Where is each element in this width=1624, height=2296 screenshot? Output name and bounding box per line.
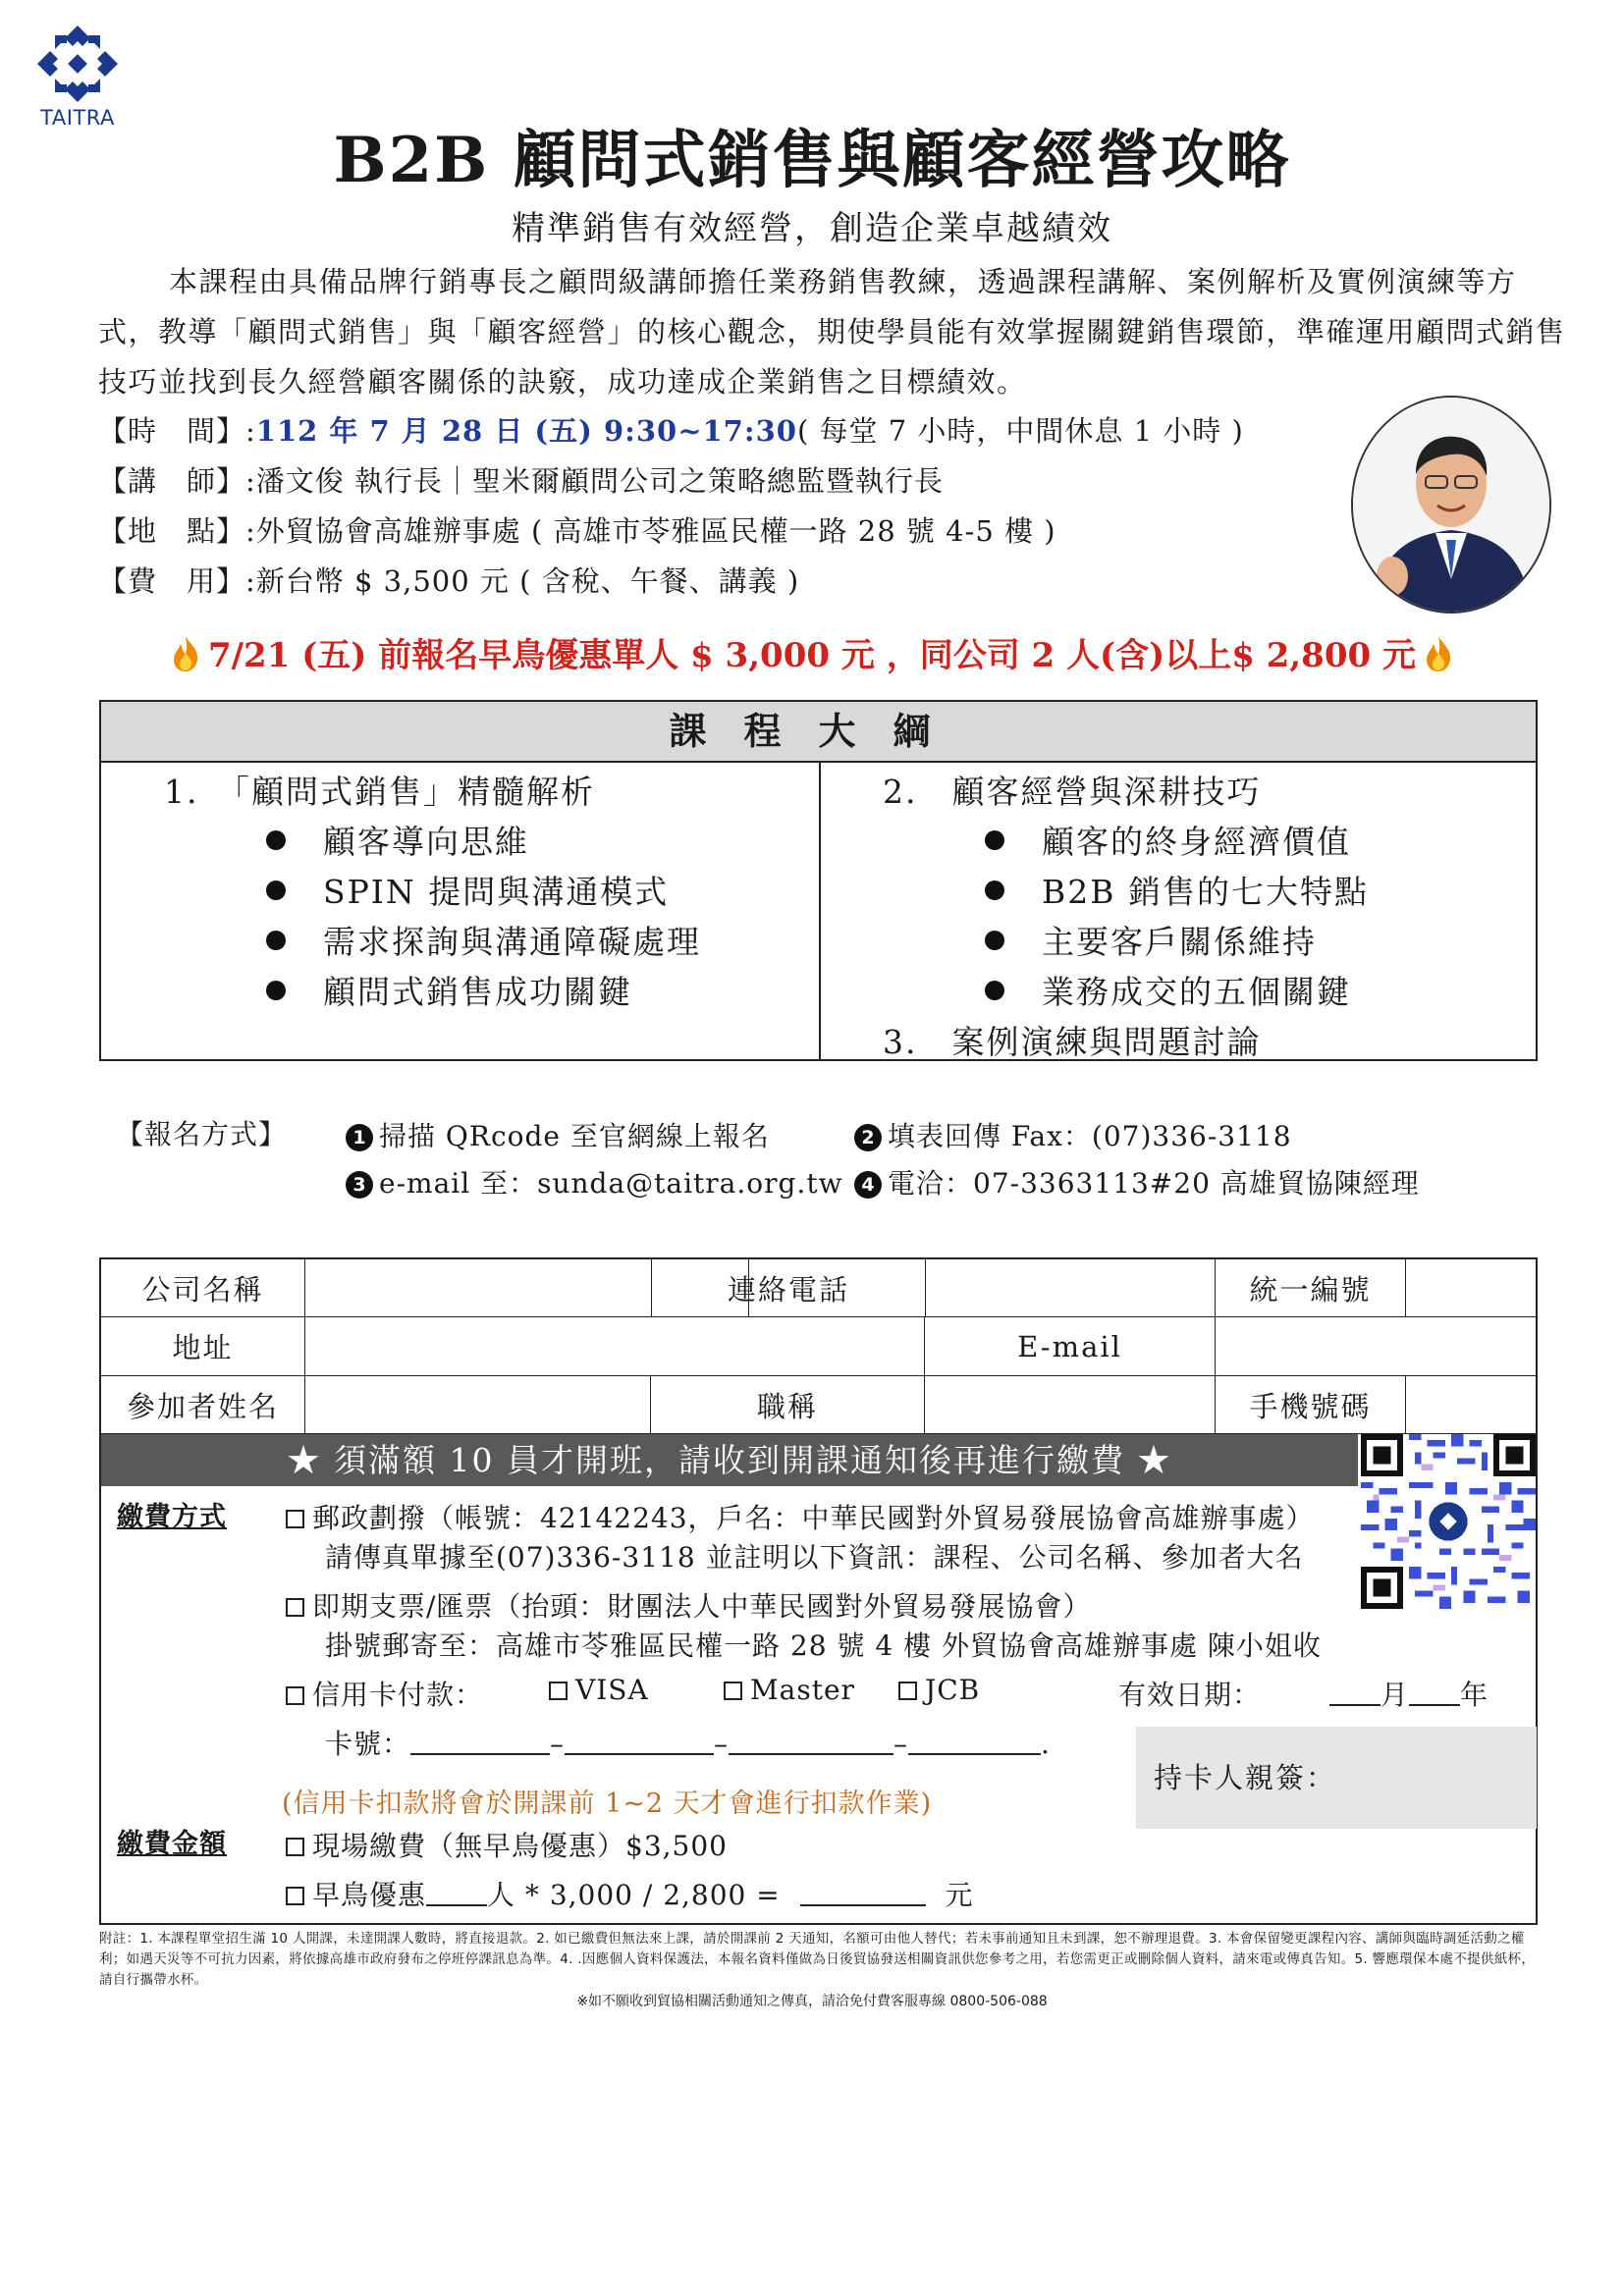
card-jcb[interactable]: JCB bbox=[898, 1674, 980, 1706]
bullet-icon bbox=[266, 830, 286, 850]
fee-value: 新台幣 $ 3,500 元 ( 含稅、午餐、講義 ) bbox=[255, 564, 800, 598]
info-fee bbox=[98, 560, 799, 600]
qrcode-icon bbox=[1361, 1434, 1536, 1609]
card-number-field-4[interactable] bbox=[908, 1732, 1041, 1755]
email-field[interactable] bbox=[1216, 1317, 1536, 1376]
info-time bbox=[98, 409, 1244, 450]
tax-id-label: 統一編號 bbox=[1216, 1259, 1406, 1317]
postal-checkbox[interactable] bbox=[286, 1510, 304, 1528]
hotline-note: ※如不願收到貿協相關活動通知之傳真，請洽免付費客服專線 0800-506-088 bbox=[576, 1994, 1048, 2009]
fee-label: 【費 用】: bbox=[98, 564, 256, 598]
card-number-field-1[interactable] bbox=[410, 1732, 550, 1755]
time-label: 【時 間】: bbox=[98, 414, 256, 448]
cardholder-signature-field[interactable]: 持卡人親簽： bbox=[1136, 1727, 1537, 1829]
early-bird-banner bbox=[0, 628, 1624, 676]
outline-item: 顧客的終身經濟價值 bbox=[985, 817, 1351, 863]
early-count-field[interactable] bbox=[426, 1883, 487, 1906]
pay-credit[interactable]: 信用卡付款： bbox=[286, 1674, 483, 1713]
registration-email: 3 e-mail 至：sunda@taitra.org.tw bbox=[346, 1162, 843, 1201]
card-visa[interactable]: VISA bbox=[549, 1674, 649, 1706]
place-label: 【地 點】: bbox=[98, 514, 256, 548]
outline-col2-heading: 2. 顧客經營與深耕技巧 bbox=[883, 773, 1262, 811]
master-checkbox[interactable] bbox=[724, 1682, 742, 1700]
check-checkbox[interactable] bbox=[286, 1598, 304, 1617]
card-number-field-2[interactable] bbox=[565, 1732, 714, 1755]
address-label: 地址 bbox=[101, 1317, 305, 1376]
outline-item: 業務成交的五個關鍵 bbox=[985, 967, 1351, 1013]
expiry-year-field[interactable] bbox=[1409, 1682, 1460, 1706]
mobile-label: 手機號碼 bbox=[1216, 1376, 1406, 1434]
logo-text: TAITRA bbox=[40, 106, 115, 130]
page-subtitle: 精準銷售有效經營，創造企業卓越績效 bbox=[512, 209, 1112, 248]
time-value: 112 年 7 月 28 日 (五) 9:30~17:30 bbox=[255, 414, 797, 448]
course-outline-table bbox=[99, 700, 1538, 1061]
outline-item: 需求探詢與溝通障礙處理 bbox=[266, 917, 701, 963]
outline-col2-heading3: 3. 案例演練與問題討論 bbox=[883, 1023, 1262, 1061]
taitra-logo-icon bbox=[33, 22, 122, 106]
bullet-icon bbox=[985, 830, 1004, 850]
registration-qrcode[interactable] bbox=[1361, 1434, 1536, 1609]
early-total-field[interactable] bbox=[800, 1883, 926, 1906]
number-1-icon: 1 bbox=[346, 1124, 373, 1151]
address-field[interactable] bbox=[305, 1317, 925, 1376]
pay-postal[interactable]: 郵政劃撥（帳號：42142243，戶名：中華民國對外貿易發展協會高雄辦事處） bbox=[286, 1497, 1315, 1536]
info-place bbox=[98, 509, 1056, 550]
card-master[interactable]: Master bbox=[724, 1674, 855, 1706]
pay-postal-note: 請傳真單據至(07)336-3118 並註明以下資訊：課程、公司名稱、參加者大名 bbox=[325, 1541, 1304, 1574]
pay-method-label: 繳費方式 bbox=[117, 1502, 227, 1532]
fire-icon bbox=[1424, 635, 1453, 672]
outline-item: 顧客導向思維 bbox=[266, 817, 529, 863]
outline-item: 主要客戶關係維持 bbox=[985, 917, 1317, 963]
bullet-icon bbox=[266, 931, 286, 950]
expiry-month-field[interactable] bbox=[1329, 1682, 1380, 1706]
place-value: 外貿協會高雄辦事處 ( 高雄市苓雅區民權一路 28 號 4-5 樓 ) bbox=[255, 514, 1056, 548]
registration-form bbox=[99, 1257, 1538, 1925]
time-note: ( 每堂 7 小時，中間休息 1 小時 ) bbox=[796, 414, 1244, 448]
job-title-field[interactable] bbox=[925, 1376, 1216, 1434]
outline-header: 課程大綱 bbox=[101, 702, 1536, 763]
number-2-icon: 2 bbox=[854, 1124, 882, 1151]
bullet-icon bbox=[266, 881, 286, 900]
phone-field[interactable] bbox=[926, 1259, 1216, 1317]
bullet-icon bbox=[266, 981, 286, 1000]
lecturer-value: 潘文俊 執行長｜聖米爾顧問公司之策略總監暨執行長 bbox=[255, 464, 945, 498]
lecturer-portrait bbox=[1351, 396, 1551, 614]
lecturer-photo-icon bbox=[1353, 398, 1549, 612]
number-4-icon: 4 bbox=[854, 1171, 882, 1199]
phone-label: 連絡電話 bbox=[651, 1259, 926, 1317]
info-lecturer bbox=[98, 459, 944, 500]
mobile-field[interactable] bbox=[1406, 1376, 1536, 1434]
visa-checkbox[interactable] bbox=[549, 1682, 568, 1700]
jcb-checkbox[interactable] bbox=[898, 1682, 917, 1700]
amount-early[interactable]: 早鳥優惠 人 * 3,000 / 2,800 = 元 bbox=[286, 1874, 974, 1913]
bullet-icon bbox=[985, 881, 1004, 900]
bullet-icon bbox=[985, 981, 1004, 1000]
attendee-field[interactable] bbox=[305, 1376, 651, 1434]
lecturer-label: 【講 師】: bbox=[98, 464, 256, 498]
card-number-field-3[interactable] bbox=[729, 1732, 893, 1755]
job-title-label: 職稱 bbox=[651, 1376, 925, 1434]
onsite-checkbox[interactable] bbox=[286, 1838, 304, 1856]
minimum-enrollment-banner: ★ 須滿額 10 員才開班，請收到開課通知後再進行繳費 ★ bbox=[101, 1434, 1358, 1486]
tax-id-field[interactable] bbox=[1406, 1259, 1536, 1317]
intro-paragraph bbox=[98, 257, 1571, 407]
card-number: 卡號： – – – . bbox=[325, 1728, 1051, 1760]
notes: 附註：1. 本課程單堂招生滿 10 人開課，未達開課人數時，將直接退款。2. 如已繳費但無法來上課，請於開課前 2 天通知，名額可由他人替代；若未事前通知且未到課，恕不辦理退費。3. 本會保留變更課程內容、講師與臨時調延活動之權利；如遇天災等不可抗力因素，將依據高雄市政府發布之停班停課訊息為準。4. .因應個人資料保護法，本報名資料僅做為日後貿協發送相關資訊供您參考之用，若您需更正或刪除個人資料，請來電或傳真告知。5. 響應環保本處不提供紙杯，請自行攜帶水杯。 bbox=[99, 1931, 1536, 1988]
fire-icon bbox=[171, 635, 200, 672]
registration-fax: 2 填表回傳 Fax：(07)336-3118 bbox=[854, 1115, 1292, 1154]
amount-onsite[interactable]: 現場繳費（無早鳥優惠）$3,500 bbox=[286, 1825, 728, 1864]
credit-checkbox[interactable] bbox=[286, 1686, 304, 1705]
outline-item: 顧問式銷售成功關鍵 bbox=[266, 967, 632, 1013]
outline-col1-heading: 1. 「顧問式銷售」精髓解析 bbox=[164, 773, 595, 811]
registration-qr: 1 掃描 QRcode 至官網線上報名 bbox=[346, 1115, 770, 1154]
pay-check[interactable]: 即期支票/匯票（抬頭：財團法人中華民國對外貿易發展協會） bbox=[286, 1585, 1091, 1625]
early-bird-text: 7/21 (五) 前報名早鳥優惠單人 $ 3,000 元 ，同公司 2 人(含)以上$ 2,800 元 bbox=[207, 636, 1416, 675]
expiry: 有效日期： 月 年 bbox=[1118, 1679, 1489, 1711]
credit-note: (信用卡扣款將會於開課前 1~2 天才會進行扣款作業) bbox=[282, 1789, 933, 1819]
early-checkbox[interactable] bbox=[286, 1887, 304, 1905]
outline-item: SPIN 提問與溝通模式 bbox=[266, 867, 669, 913]
outline-divider bbox=[819, 761, 821, 1061]
registration-label: 【報名方式】 bbox=[116, 1118, 288, 1150]
company-label: 公司名稱 bbox=[101, 1259, 305, 1317]
registration-phone: 4 電洽：07-3363113#20 高雄貿協陳經理 bbox=[854, 1162, 1420, 1201]
outline-item: B2B 銷售的七大特點 bbox=[985, 867, 1369, 913]
pay-check-note: 掛號郵寄至：高雄市苓雅區民權一路 28 號 4 樓 外貿協會高雄辦事處 陳小姐收 bbox=[325, 1629, 1322, 1662]
page-title: B2B 顧問式銷售與顧客經營攻略 bbox=[333, 124, 1291, 197]
number-3-icon: 3 bbox=[346, 1171, 373, 1199]
attendee-label: 參加者姓名 bbox=[101, 1376, 305, 1434]
email-label: E-mail bbox=[925, 1317, 1216, 1376]
intro-text: 本課程由具備品牌行銷專長之顧問級講師擔任業務銷售教練，透過課程講解、案例解析及實例演練等方式，教導「顧問式銷售」與「顧客經營」的核心觀念，期使學員能有效掌握關鍵銷售環節，準確運用顧問式銷售技巧並找到長久經營顧客關係的訣竅，成功達成企業銷售之目標績效。 bbox=[98, 265, 1566, 399]
bullet-icon bbox=[985, 931, 1004, 950]
amount-label: 繳費金額 bbox=[117, 1829, 227, 1859]
